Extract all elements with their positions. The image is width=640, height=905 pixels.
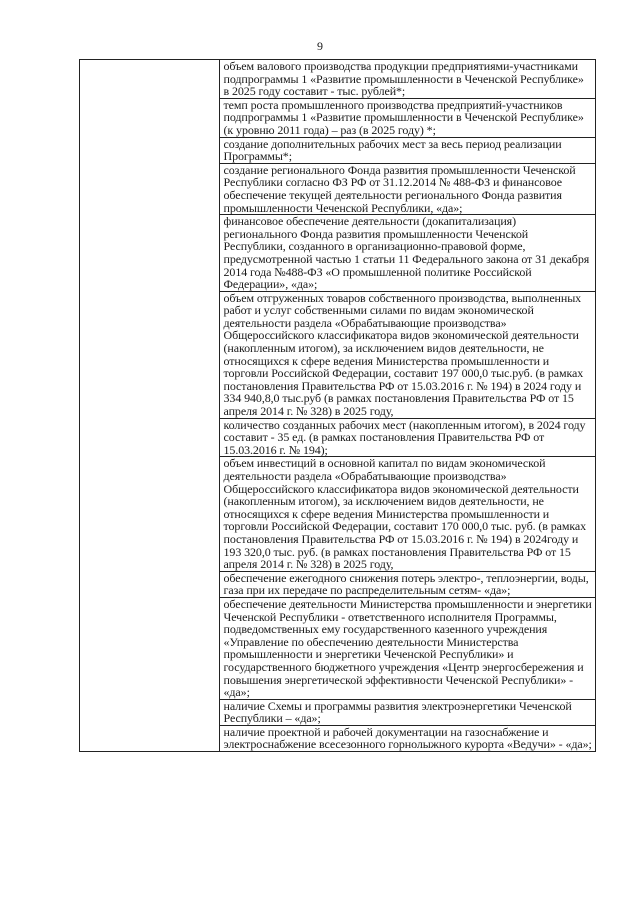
indicator-text: создание дополнительных рабочих мест за весь период реализации Программы*; (223, 136, 562, 164)
page-number: 9 (317, 39, 323, 53)
indicator-text: объем отгруженных товаров собственного производства, выполненных работ и услуг собственными силами по видам экономической деятельности раздела «Обрабатывающие производства» Общероссийского классификатора видов экономической деятельности (накопленным итогом), за исключением видов деятельности, не относящихся к сфере ведения Министерства промышленности и торговли Российской Федерации, составит 197 000,0 тыс.руб. (в рамках постановления Правительства РФ от 15.03.2016 г. № 194) в 2024 году и 334 940,8,0 тыс.руб (в рамках постановления Правительства РФ от 15 апреля 2014 г. № 328) в 2025 году, (223, 290, 584, 419)
indicators-table (79, 59, 596, 752)
table-cell (219, 457, 595, 571)
table-cell (219, 699, 595, 725)
table-cell (219, 163, 595, 214)
table-cell (219, 418, 595, 457)
indicator-text: количество созданных рабочих мест (накопленным итогом), в 2024 году составит - 35 ед. (в рамках постановления Правительства РФ от 15.03.2016 г. № 194); (223, 417, 586, 457)
table-cell (219, 137, 595, 163)
indicator-text: наличие Схемы и программы развития электроэнергетики Чеченской Республики – «да»; (223, 698, 572, 726)
indicator-text: обеспечение деятельности Министерства промышленности и энергетики Чеченской Республики - ответственного исполнителя Программы, подведомственных ему государственного казенного учреждения «Управление по обеспечению деятельности Министерства промышленности и энергетики Чеченской Республики» и государственного бюджетного учреждения «Центр энергосбережения и повышения энергетической эффективности Чеченской Республики» - «да»; (223, 596, 592, 700)
table-left-cell (80, 60, 220, 752)
indicator-text: финансовое обеспечение деятельности (докапитализация) регионального Фонда развития промышленности Чеченской Республики, созданного в организационно-правовой форме, предусмотренной частью 1 статьи 11 Федерального закона от 31 декабря 2014 года №488-ФЗ «О промышленной политике Российской Федерации», «да»; (223, 214, 590, 292)
indicator-text: темп роста промышленного производства предприятий-участников подпрограммы 1 «Развитие промышленности в Чеченской Республике» (к уровню 2011 года) – раз (в 2025 году) *; (223, 97, 584, 137)
table-cell (219, 571, 595, 597)
indicator-text: объем инвестиций в основной капитал по видам экономической деятельности раздела «Обрабатывающие производства» Общероссийского классификатора видов экономической деятельности (накопленным итогом), за исключением видов деятельности, не относящихся к сфере ведения Министерства промышленности и торговли Российской Федерации, составит 170 000,0 тыс. руб. (в рамках постановления Правительства РФ от 15.03.2016 г. № 194) в 2024году и 193 320,0 тыс. руб. (в рамках постановления Правительства РФ от 15 апреля 2014 г. № 328) в 2025 году, (223, 456, 587, 572)
table-cell (219, 597, 595, 699)
table-cell (219, 60, 595, 99)
indicator-text: обеспечение ежегодного снижения потерь электро-, теплоэнергии, воды, газа при их передаче по распределительным сетям- «да»; (223, 570, 589, 598)
table-row (80, 60, 596, 99)
table-cell (219, 98, 595, 137)
table-cell (219, 725, 595, 751)
indicator-text: объем валового производства продукции предприятиями-участниками подпрограммы 1 «Развитие промышленности в Чеченской Республике» в 2025 году составит - тыс. рублей*; (223, 59, 584, 99)
indicator-text: наличие проектной и рабочей документации на газоснабжение и электроснабжение всесезонного горнолыжного курорта «Ведучи» - «да»; (223, 724, 592, 752)
table-cell (219, 215, 595, 292)
indicator-text: создание регионального Фонда развития промышленности Чеченской Республики согласно ФЗ РФ от 31.12.2014 № 488-ФЗ и финансовое обеспечение текущей деятельности регионального Фонда развития промышленности Чеченской Республики, «да»; (223, 162, 576, 215)
table-cell (219, 291, 595, 418)
